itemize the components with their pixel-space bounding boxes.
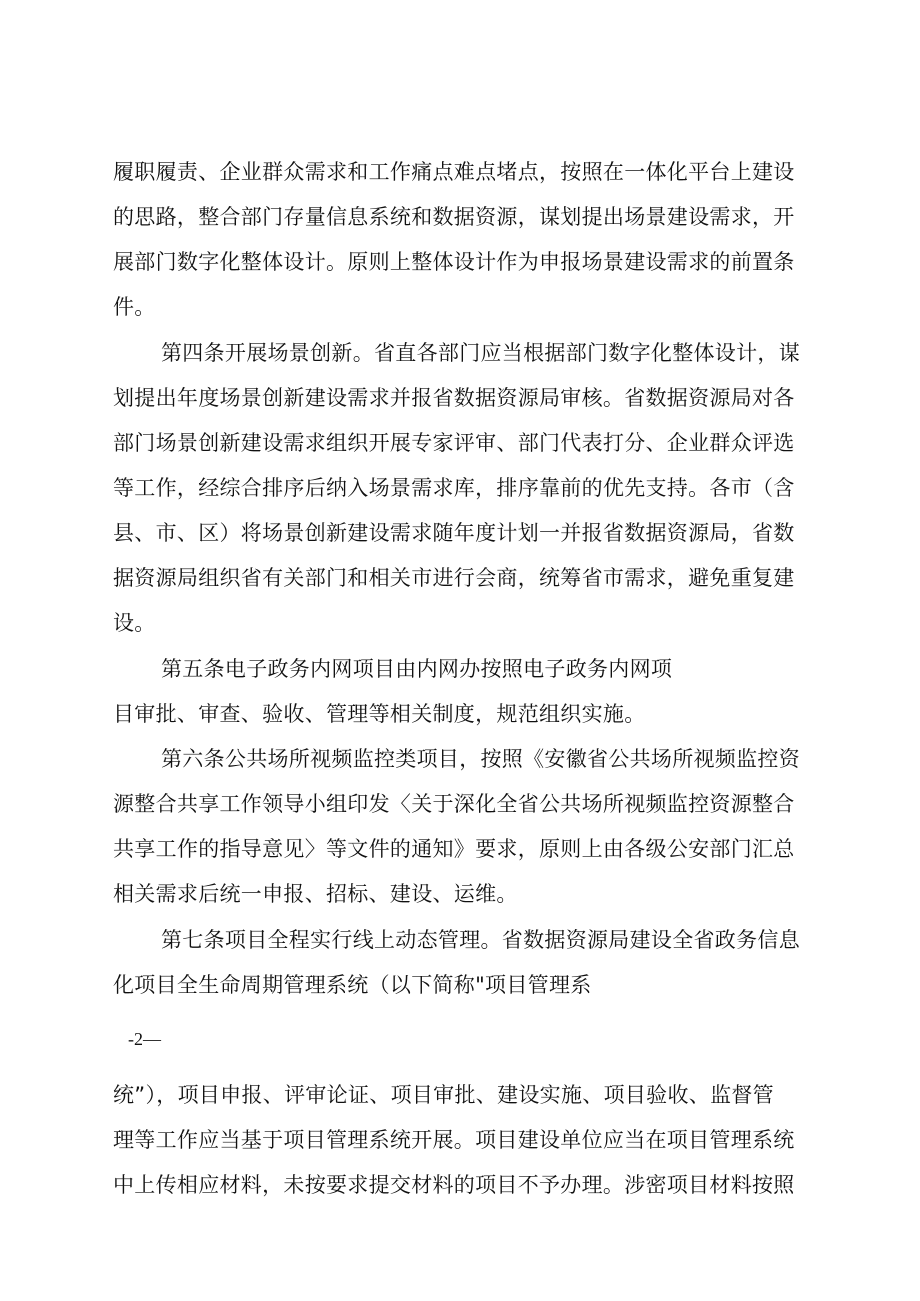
text-line: 履职履责、企业群众需求和工作痛点难点堵点，按照在一体化平台上建设 — [113, 160, 795, 184]
text-line: 据资源局组织省有关部门和相关市进行会商，统筹省市需求，避免重复建 — [113, 566, 795, 590]
text-line: 统”），项目申报、评审论证、项目审批、建设实施、项目验收、监督管 — [113, 1083, 774, 1107]
text-line: 件。 — [113, 295, 156, 319]
text-line: 中上传相应材料，未按要求提交材料的项目不予办理。涉密项目材料按照 — [113, 1173, 795, 1197]
page-number: -2— — [128, 1029, 161, 1049]
text-line: 源整合共享工作领导小组印发〈关于深化全省公共场所视频监控资源整合 — [113, 792, 795, 816]
paragraph-first-line: 第四条开展场景创新。省直各部门应当根据部门数字化整体设计，谋 — [161, 341, 800, 365]
text-line: 相关需求后统一申报、招标、建设、运维。 — [113, 882, 518, 906]
text-line: 部门场景创新建设需求组织开展专家评审、部门代表打分、企业群众评选 — [113, 431, 795, 455]
paragraph-first-line: 第七条项目全程实行线上动态管理。省数据资源局建设全省政务信息 — [161, 928, 800, 952]
text-line: 设。 — [113, 611, 156, 635]
text-line: 划提出年度场景创新建设需求并报省数据资源局审核。省数据资源局对各 — [113, 386, 795, 410]
text-line: 目审批、审查、验收、管理等相关制度，规范组织实施。 — [113, 702, 646, 726]
text-line: 化项目全生命周期管理系统（以下简称"项目管理系 — [113, 973, 592, 997]
text-line: 理等工作应当基于项目管理系统开展。项目建设单位应当在项目管理系统 — [113, 1128, 795, 1152]
text-line: 的思路，整合部门存量信息系统和数据资源，谋划提出场景建设需求，开 — [113, 205, 795, 229]
text-line: 展部门数字化整体设计。原则上整体设计作为申报场景建设需求的前置条 — [113, 250, 795, 274]
text-line: 共享工作的指导意见〉等文件的通知》要求，原则上由各级公安部门汇总 — [113, 837, 795, 861]
paragraph-first-line: 第六条公共场所视频监控类项目，按照《安徽省公共场所视频监控资 — [161, 747, 800, 771]
paragraph-first-line: 第五条电子政务内网项目由内网办按照电子政务内网项 — [161, 657, 673, 681]
text-line: 县、市、区）将场景创新建设需求随年度计划一并报省数据资源局，省数 — [113, 521, 795, 545]
text-line: 等工作，经综合排序后纳入场景需求库，排序靠前的优先支持。各市（含 — [113, 476, 795, 500]
